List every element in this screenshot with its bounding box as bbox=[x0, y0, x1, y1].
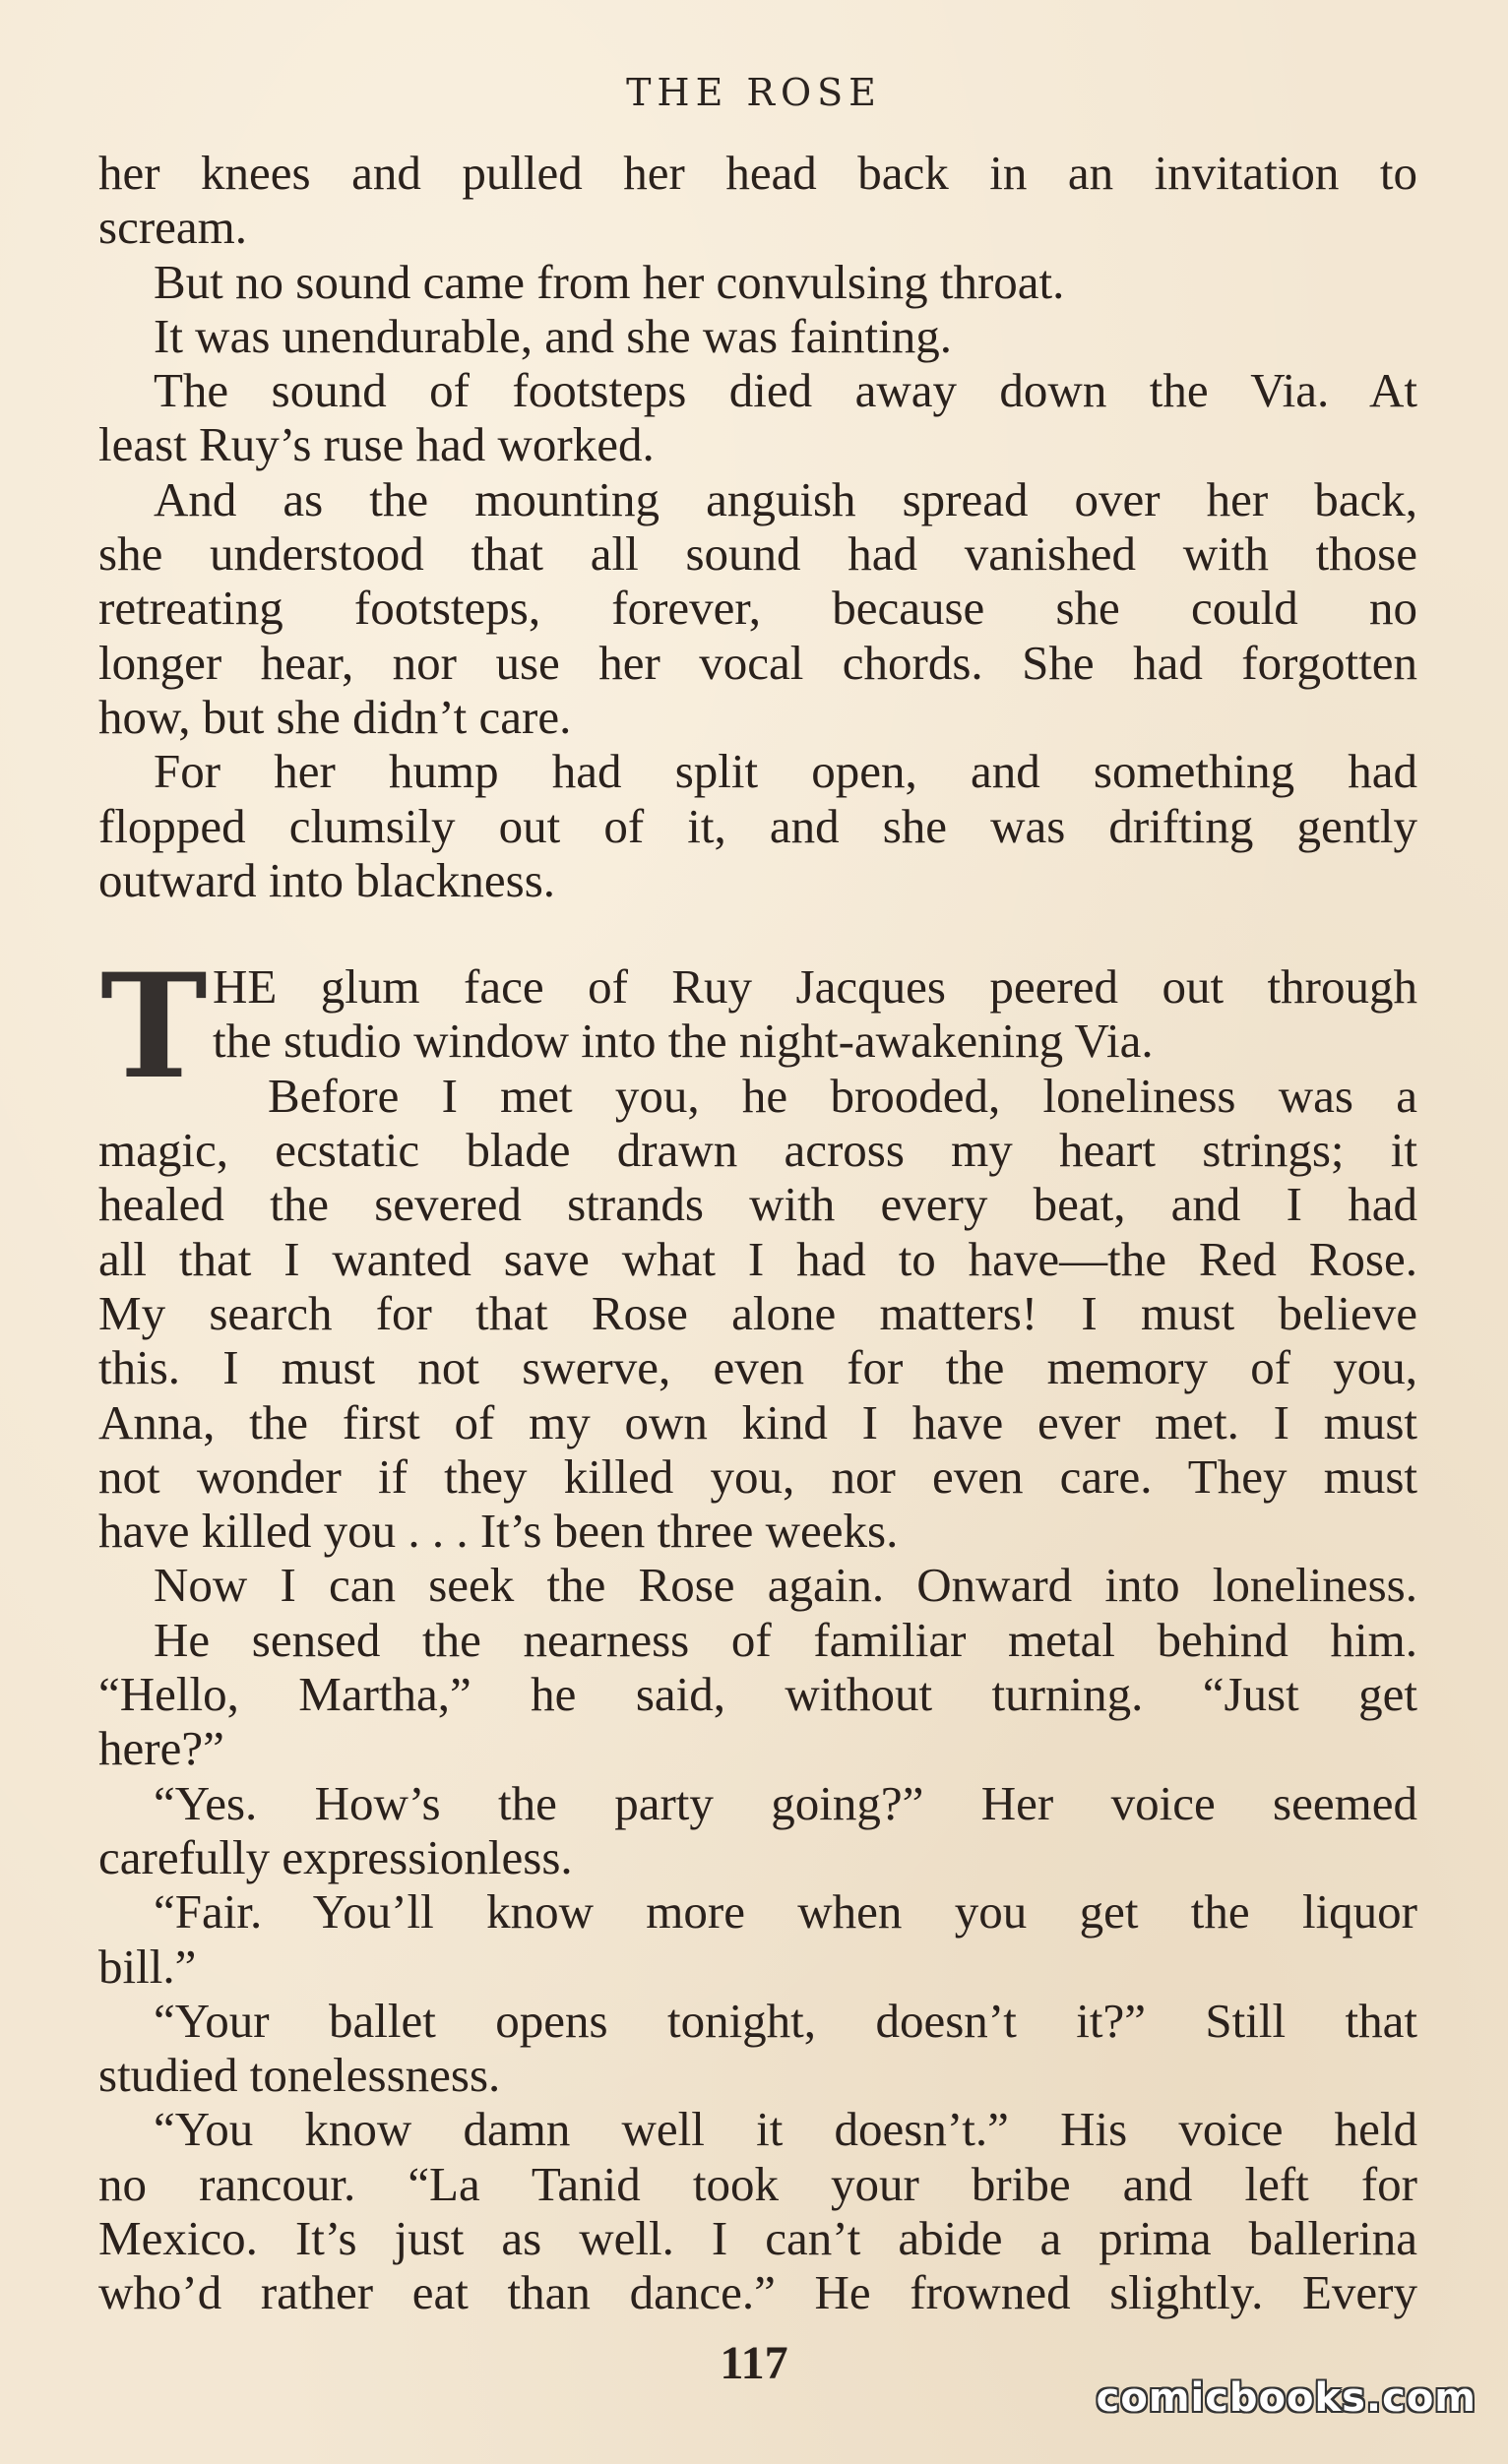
page-number: 117 bbox=[720, 2337, 788, 2389]
text-line: here?” bbox=[98, 1721, 224, 1776]
text-line: Anna, the first of my own kind I have ever met. I must bbox=[98, 1394, 1417, 1449]
text-line: no rancour. “La Tanid took your bribe and left for bbox=[98, 2156, 1417, 2211]
text-line: Before I met you, he brooded, loneliness was a bbox=[268, 1068, 1417, 1123]
paragraph bbox=[98, 1776, 1417, 1885]
text-line: “Yes. How’s the party going?” Her voice seemed bbox=[154, 1775, 1417, 1830]
paragraph bbox=[98, 363, 1417, 472]
text-line: her knees and pulled her head back in an invitation to bbox=[98, 146, 1417, 200]
paragraph bbox=[98, 1558, 1417, 1612]
running-head: THE ROSE bbox=[626, 71, 882, 114]
text-line: studied tonelessness. bbox=[98, 2048, 501, 2103]
text-line: the studio window into the night-awakening Via. bbox=[213, 1014, 1154, 1069]
text-line: For her hump had split open, and something had bbox=[154, 744, 1417, 799]
text-line: healed the severed strands with every beat, and I had bbox=[98, 1177, 1417, 1232]
text-line: Mexico. It’s just as well. I can’t abide a prima ballerina bbox=[98, 2210, 1417, 2265]
paragraph bbox=[98, 744, 1417, 907]
paragraph bbox=[98, 309, 1417, 363]
text-line: bill.” bbox=[98, 1939, 197, 1994]
text-line: “Fair. You’ll know more when you get the liquor bbox=[154, 1884, 1417, 1940]
text-line: least Ruy’s ruse had worked. bbox=[98, 417, 655, 472]
text-line: scream. bbox=[98, 200, 247, 255]
text-line: The sound of footsteps died away down the Via. At bbox=[154, 363, 1417, 418]
body-text bbox=[98, 146, 1417, 2320]
text-line: how, but she didn’t care. bbox=[98, 689, 572, 744]
text-line: longer hear, nor use her vocal chords. She had forgotten bbox=[98, 635, 1417, 690]
paragraph bbox=[98, 1994, 1417, 2103]
text-line: HE glum face of Ruy Jacques peered out through bbox=[213, 959, 1417, 1015]
text-line: retreating footsteps, forever, because she could no bbox=[98, 581, 1417, 636]
text-line: magic, ecstatic blade drawn across my heart strings; it bbox=[98, 1123, 1417, 1178]
paragraph bbox=[98, 1069, 1417, 1559]
text-line: “Hello, Martha,” he said, without turning. “Just get bbox=[98, 1667, 1417, 1722]
text-line: My search for that Rose alone matters! I must believe bbox=[98, 1285, 1417, 1340]
text-line: Now I can seek the Rose again. Onward into loneliness. bbox=[154, 1558, 1417, 1613]
paragraph bbox=[98, 146, 1417, 255]
text-line: who’d rather eat than dance.” He frowned slightly. Every bbox=[98, 2265, 1417, 2320]
text-line: this. I must not swerve, even for the memory of you, bbox=[98, 1340, 1417, 1395]
text-line: And as the mounting anguish spread over her back, bbox=[154, 471, 1417, 526]
text-line: “You know damn well it doesn’t.” His voice held bbox=[154, 2102, 1417, 2157]
paragraph bbox=[98, 1613, 1417, 1776]
text-line: “Your ballet opens tonight, doesn’t it?” Still that bbox=[154, 1993, 1417, 2048]
paragraph bbox=[98, 2102, 1417, 2319]
text-line: not wonder if they killed you, nor even care. They must bbox=[98, 1448, 1417, 1504]
paragraph bbox=[98, 1884, 1417, 1994]
text-line: But no sound came from her convulsing throat. bbox=[154, 254, 1065, 309]
paragraph bbox=[98, 472, 1417, 744]
drop-cap: T bbox=[100, 943, 208, 1111]
text-line: outward into blackness. bbox=[98, 852, 556, 907]
text-line: all that I wanted save what I had to have—the Red Rose. bbox=[98, 1231, 1417, 1286]
watermark-logo: comicbooks.com bbox=[1096, 2375, 1477, 2421]
paragraph bbox=[98, 255, 1417, 309]
text-line: carefully expressionless. bbox=[98, 1829, 573, 1884]
paragraph bbox=[98, 959, 1417, 1069]
text-line: she understood that all sound had vanished with those bbox=[98, 526, 1417, 582]
text-line: have killed you . . . It’s been three weeks. bbox=[98, 1504, 899, 1559]
text-line: It was unendurable, and she was fainting. bbox=[154, 308, 952, 363]
section-break bbox=[98, 907, 1417, 959]
text-line: flopped clumsily out of it, and she was drifting gently bbox=[98, 798, 1417, 853]
text-line: He sensed the nearness of familiar metal behind him. bbox=[154, 1612, 1417, 1667]
